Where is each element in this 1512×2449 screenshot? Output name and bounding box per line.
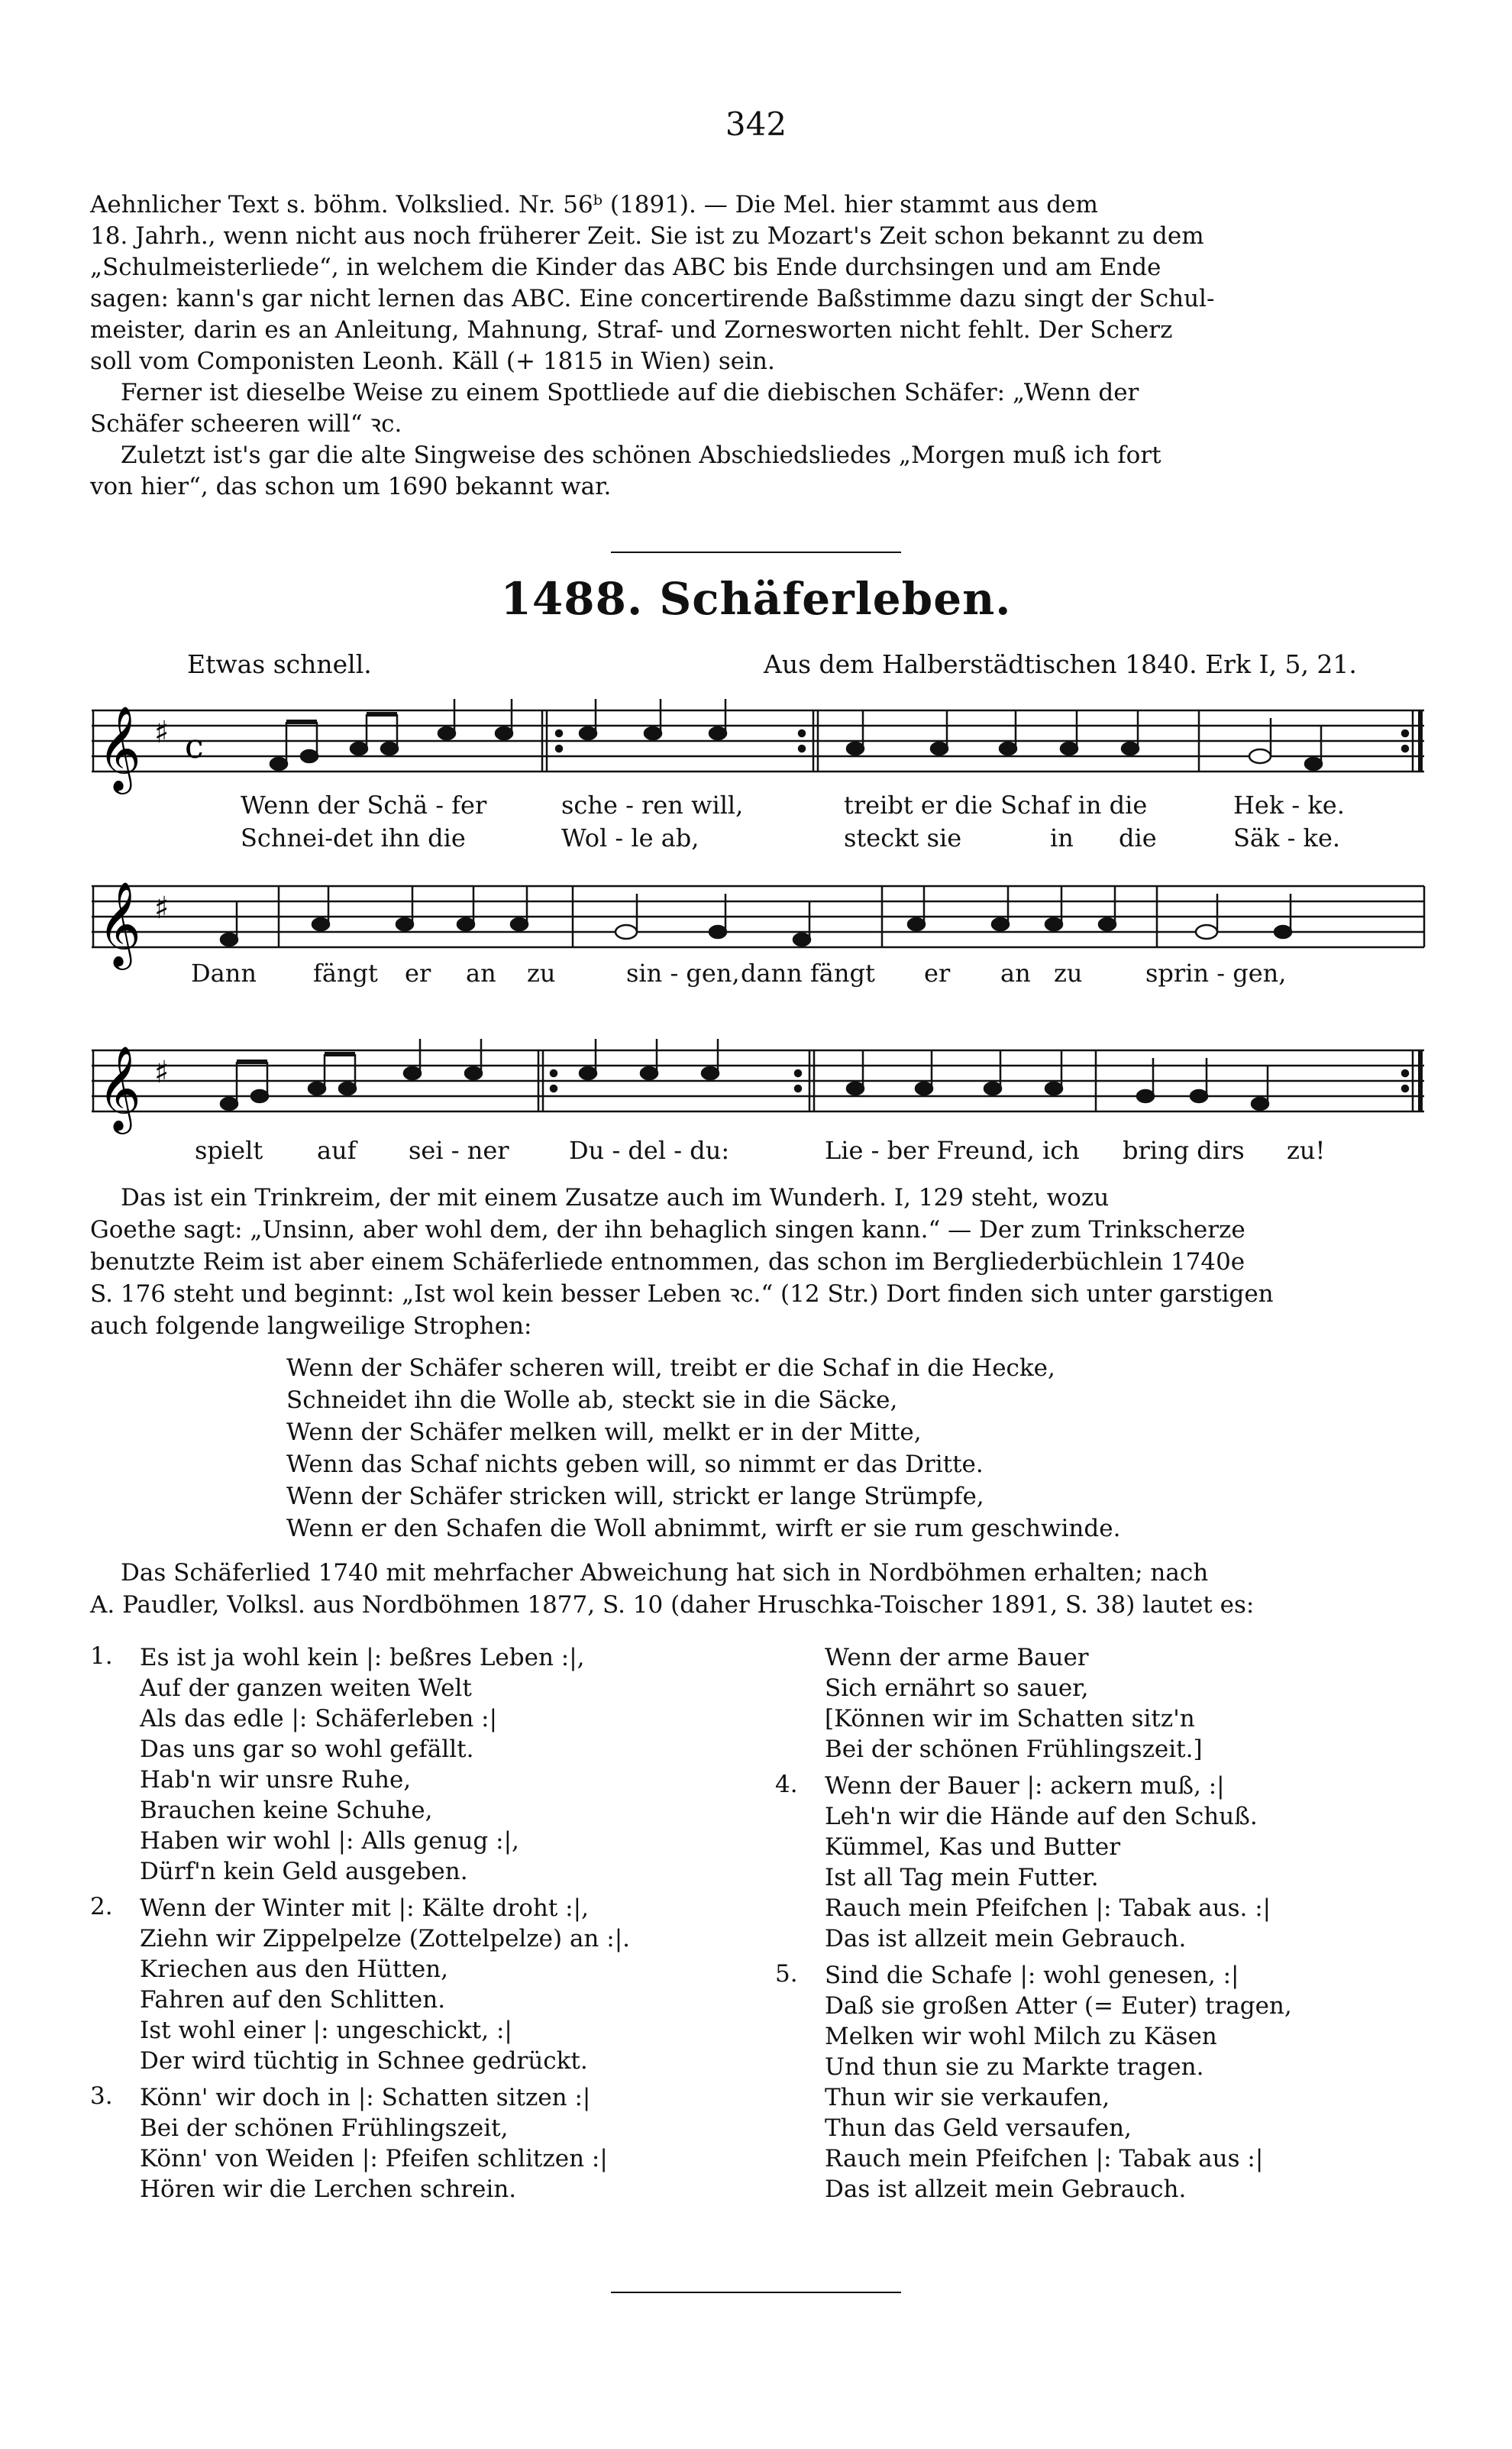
verse-number: 3.: [90, 2082, 113, 2110]
commentary-2: [90, 1557, 1434, 1621]
commentary: [90, 1182, 1434, 1342]
note-line: Zuletzt ist's gar die alte Singweise des schönen Abschiedsliedes „Morgen muß ich fort: [121, 442, 1161, 469]
verse-line: Wenn der arme Bauer: [825, 1644, 1089, 1671]
verse-line: Auf der ganzen weiten Welt: [140, 1674, 472, 1702]
svg-text:♯: ♯: [154, 1055, 170, 1090]
lyric: in: [1050, 823, 1074, 852]
verses-left: [90, 1642, 762, 2205]
verse-2: [90, 1893, 762, 2076]
verse-number: 2.: [90, 1893, 113, 1920]
body-line: S. 176 steht und beginnt: „Ist wol kein besser Leben ꝛc.“ (12 Str.) Dort finden sich unter garstigen: [90, 1280, 1274, 1308]
body-line: A. Paudler, Volksl. aus Nordböhmen 1877, S. 10 (daher Hruschka-Toischer 1891, S. 38) lautet es:: [90, 1591, 1255, 1619]
verse-line: Ist all Tag mein Futter.: [825, 1864, 1099, 1891]
verse-3-continued: [775, 1642, 1447, 1765]
lyric: Säk - ke.: [1233, 823, 1341, 852]
svg-text:𝄞: 𝄞: [98, 705, 141, 791]
verse-line: Leh'n wir die Hände auf den Schuß.: [825, 1803, 1258, 1830]
note-line: sagen: kann's gar nicht lernen das ABC. Eine concertirende Baßstimme dazu singt der Schul-: [90, 285, 1215, 312]
lyric: er: [405, 959, 431, 988]
note-line: Schäfer scheeren will“ ꝛc.: [90, 410, 402, 438]
verse-line: Ist wohl einer |: ungeschickt, :|: [140, 2017, 512, 2044]
verse-line: Dürf'n kein Geld ausgeben.: [140, 1858, 468, 1885]
tempo-marking: Etwas schnell.: [187, 649, 372, 679]
lyric: zu: [1054, 959, 1083, 988]
quoted-line: Wenn das Schaf nichts geben will, so nimmt er das Dritte.: [286, 1451, 984, 1478]
verse-line: Bei der schönen Frühlingszeit.]: [825, 1736, 1203, 1763]
note-line: „Schulmeisterliede“, in welchem die Kinder das ABC bis Ende durchsingen und am Ende: [90, 254, 1161, 281]
verse-number: 1.: [90, 1642, 113, 1670]
verse-line: Melken wir wohl Milch zu Käsen: [825, 2023, 1217, 2050]
verse-line: Rauch mein Pfeifchen |: Tabak aus. :|: [825, 1894, 1271, 1922]
note-line: Ferner ist dieselbe Weise zu einem Spottliede auf die diebischen Schäfer: „Wenn der: [121, 379, 1139, 406]
body-line: Das Schäferlied 1740 mit mehrfacher Abweichung hat sich in Nordböhmen erhalten; nach: [121, 1559, 1209, 1587]
lyric: sin - gen,: [626, 959, 740, 988]
body-line: Das ist ein Trinkreim, der mit einem Zusatze auch im Wunderh. I, 129 steht, wozu: [121, 1184, 1110, 1212]
svg-text:c: c: [185, 727, 204, 766]
verse-line: Sind die Schafe |: wohl genesen, :|: [825, 1962, 1239, 1989]
verse-line: Wenn der Bauer |: ackern muß, :|: [825, 1772, 1225, 1800]
verse-line: Ziehn wir Zippelpelze (Zottelpelze) an :|.: [140, 1925, 630, 1952]
svg-text:𝄞: 𝄞: [98, 881, 141, 966]
section-divider: [611, 552, 901, 553]
verse-line: Kriechen aus den Hütten,: [140, 1956, 449, 1983]
verse-1: [90, 1642, 762, 1887]
lyric: zu: [527, 959, 556, 988]
verse-line: Haben wir wohl |: Alls genug :|,: [140, 1827, 519, 1855]
verse-line: Thun wir sie verkaufen,: [825, 2084, 1110, 2111]
verse-line: Wenn der Winter mit |: Kälte droht :|,: [140, 1894, 589, 1922]
verse-line: Der wird tüchtig in Schnee gedrückt.: [140, 2047, 588, 2075]
verse-line: Und thun sie zu Markte tragen.: [825, 2053, 1204, 2081]
verses-right: [775, 1642, 1447, 2205]
verse-line: Fahren auf den Schlitten.: [140, 1986, 446, 2014]
music-staff-3: [92, 1027, 1436, 1142]
verse-line: [Können wir im Schatten sitz'n: [825, 1705, 1195, 1732]
lyric: steckt sie: [844, 823, 962, 852]
verse-line: Es ist ja wohl kein |: beßres Leben :|,: [140, 1644, 585, 1671]
quoted-line: Schneidet ihn die Wolle ab, steckt sie in die Säcke,: [286, 1386, 898, 1414]
verse-line: Kümmel, Kas und Butter: [825, 1833, 1121, 1861]
lyric: dann fängt: [741, 959, 875, 988]
song-source: Aus dem Halberstädtischen 1840. Erk I, 5, 21.: [764, 649, 1357, 679]
verse-line: Hören wir die Lerchen schrein.: [140, 2176, 517, 2203]
verse-line: Das ist allzeit mein Gebrauch.: [825, 2176, 1187, 2203]
verse-line: Brauchen keine Schuhe,: [140, 1797, 433, 1824]
quoted-line: Wenn der Schäfer melken will, melkt er in der Mitte,: [286, 1419, 922, 1446]
verse-4: [775, 1771, 1447, 1954]
quoted-line: Wenn er den Schafen die Woll abnimmt, wirft er sie rum geschwinde.: [286, 1515, 1121, 1542]
top-notes: [90, 189, 1434, 503]
end-divider: [611, 2292, 901, 2293]
verse-line: Das ist allzeit mein Gebrauch.: [825, 1925, 1187, 1952]
lyric: die: [1119, 823, 1157, 852]
verse-line: Daß sie großen Atter (= Euter) tragen,: [825, 1992, 1292, 2020]
verse-5: [775, 1960, 1447, 2205]
note-line: Aehnlicher Text s. böhm. Volkslied. Nr. 56ᵇ (1891). — Die Mel. hier stammt aus dem: [90, 191, 1098, 218]
lyric: spielt: [195, 1136, 263, 1165]
lyric: Schnei-det ihn die: [241, 823, 466, 852]
lyric: an: [466, 959, 496, 988]
page-number: 342: [725, 105, 787, 143]
quoted-line: Wenn der Schäfer scheren will, treibt er die Schaf in die Hecke,: [286, 1354, 1055, 1382]
verse-line: Thun das Geld versaufen,: [825, 2114, 1132, 2142]
note-line: soll vom Componisten Leonh. Käll (+ 1815 in Wien) sein.: [90, 348, 775, 375]
lyric: er: [924, 959, 951, 988]
lyric: Du - del - du:: [569, 1136, 730, 1165]
song-title: 1488. Schäferleben.: [500, 573, 1012, 625]
verse-line: Könn' wir doch in |: Schatten sitzen :|: [140, 2084, 591, 2111]
body-line: auch folgende langweilige Strophen:: [90, 1312, 532, 1340]
verse-line: Das uns gar so wohl gefällt.: [140, 1736, 474, 1763]
lyric: auf: [317, 1136, 357, 1165]
lyric: zu!: [1287, 1136, 1326, 1165]
verse-line: Könn' von Weiden |: Pfeifen schlitzen :|: [140, 2145, 608, 2172]
svg-text:♯: ♯: [154, 891, 170, 926]
lyric: an: [1000, 959, 1031, 988]
verse-3: [90, 2082, 762, 2205]
lyric: Wenn der Schä - fer: [241, 791, 487, 820]
verse-line: Sich ernährt so sauer,: [825, 1674, 1089, 1702]
lyric: sprin - gen,: [1145, 959, 1287, 988]
lyric: Hek - ke.: [1233, 791, 1345, 820]
body-line: benutzte Reim ist aber einem Schäferliede entnommen, das schon im Bergliederbüchlein 1740e: [90, 1248, 1245, 1276]
verse-line: Rauch mein Pfeifchen |: Tabak aus :|: [825, 2145, 1264, 2172]
verse-line: Hab'n wir unsre Ruhe,: [140, 1766, 412, 1794]
quoted-line: Wenn der Schäfer stricken will, strickt er lange Strümpfe,: [286, 1483, 984, 1510]
lyric: Wol - le ab,: [561, 823, 699, 852]
svg-text:♯: ♯: [154, 715, 170, 750]
lyric: treibt er die Schaf in die: [844, 791, 1148, 820]
lyric: Dann: [191, 959, 257, 988]
verse-number: 4.: [775, 1771, 798, 1798]
verse-line: Als das edle |: Schäferleben :|: [140, 1705, 498, 1732]
lyric: fängt: [313, 959, 378, 988]
note-line: meister, darin es an Anleitung, Mahnung, Straf- und Zornesworten nicht fehlt. Der Scherz: [90, 316, 1173, 344]
lyric: sche - ren will,: [561, 791, 744, 820]
lyric: bring dirs: [1123, 1136, 1245, 1165]
body-line: Goethe sagt: „Unsinn, aber wohl dem, der ihn behaglich singen kann.“ — Der zum Trinkscherze: [90, 1216, 1245, 1244]
note-line: von hier“, das schon um 1690 bekannt war.: [90, 473, 612, 500]
verse-number: 5.: [775, 1960, 798, 1988]
note-line: 18. Jahrh., wenn nicht aus noch früherer Zeit. Sie ist zu Mozart's Zeit schon bekannt zu dem: [90, 222, 1204, 250]
lyric: Lie - ber Freund, ich: [825, 1136, 1080, 1165]
svg-text:𝄞: 𝄞: [98, 1045, 141, 1131]
quoted-stanzas: [286, 1352, 1371, 1545]
lyric: sei - ner: [409, 1136, 509, 1165]
verse-line: Bei der schönen Frühlingszeit,: [140, 2114, 509, 2142]
